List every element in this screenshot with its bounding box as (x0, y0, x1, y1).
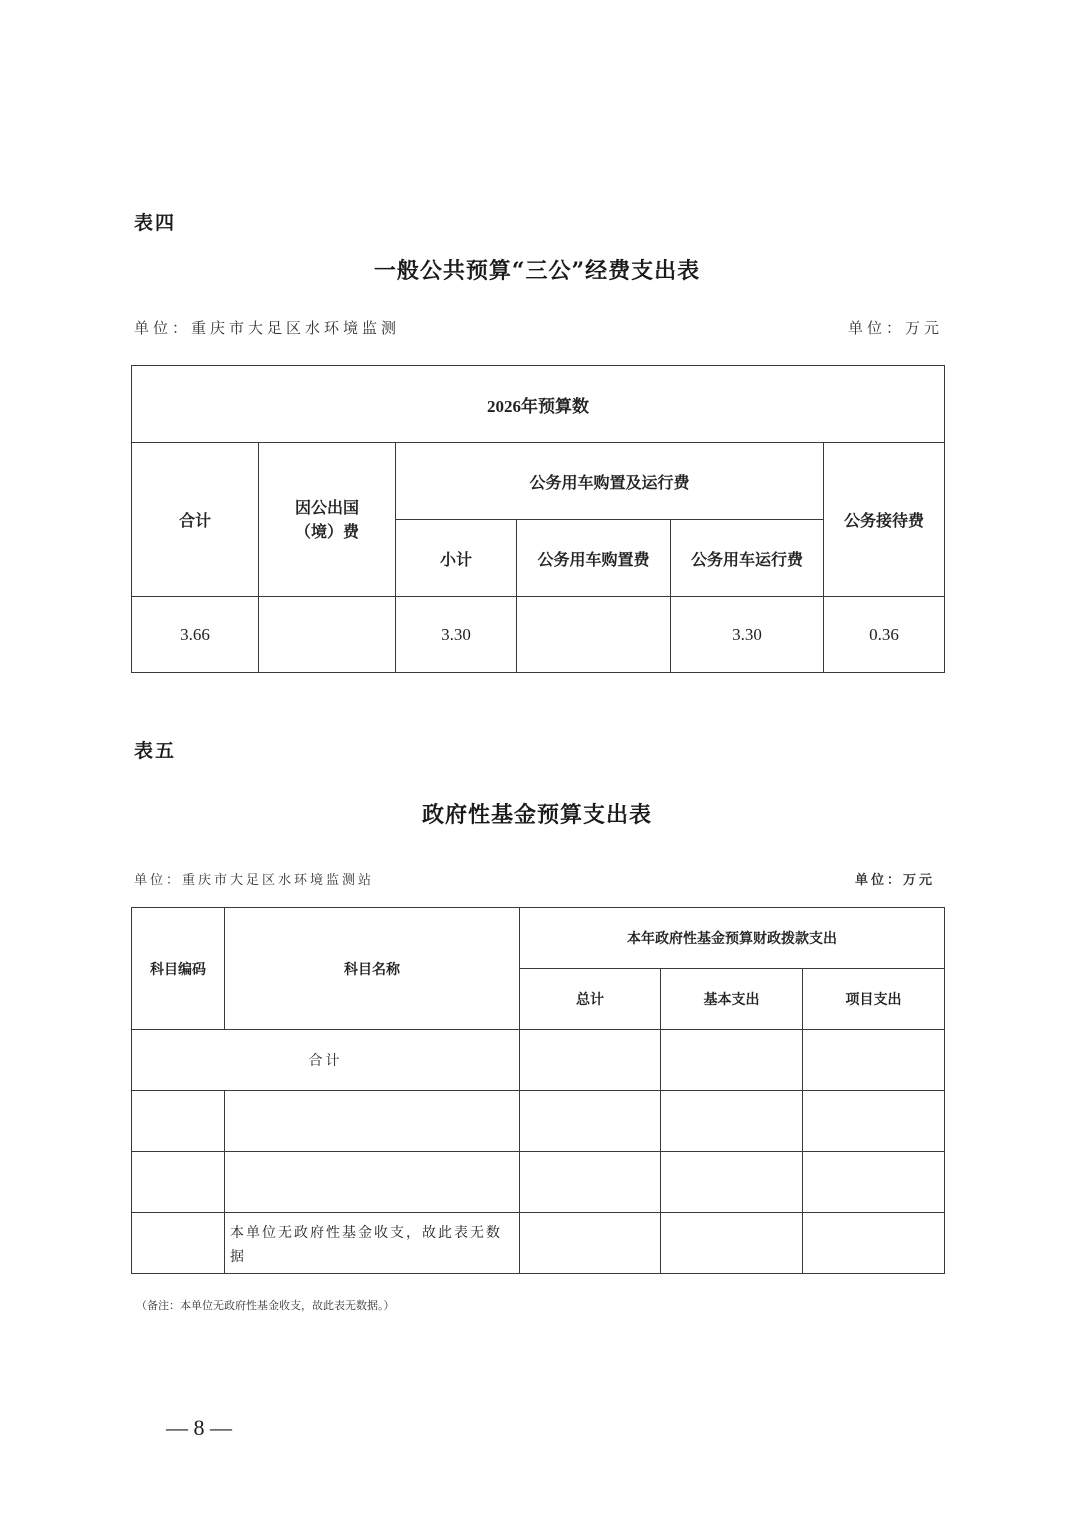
header-vehicle-running: 公务用车运行费 (671, 520, 824, 597)
cell-subtotal: 3.30 (396, 597, 517, 673)
table4-title: 一般公共预算“三公”经费支出表 (373, 258, 701, 284)
total-row-cell (520, 1030, 661, 1091)
cell-vehicle-purchase (517, 597, 671, 673)
table4 (131, 365, 945, 673)
table5-unit-left: 单位：重庆市大足区水环境监测站 (134, 873, 375, 888)
table-row (132, 1091, 945, 1152)
header-fund-group: 本年政府性基金预算财政拨款支出 (520, 908, 945, 969)
header-vehicle-group: 公务用车购置及运行费 (396, 443, 824, 520)
cell-total: 3.66 (132, 597, 259, 673)
cell-vehicle-running: 3.30 (671, 597, 824, 673)
table4-unit-right: 单位：万元 (848, 319, 944, 337)
table4-unit-left: 单位：重庆市大足区水环境监测 (134, 319, 401, 337)
page-number: — 8 — (166, 1415, 232, 1440)
total-row-cell (803, 1030, 945, 1091)
header-reception: 公务接待费 (824, 443, 945, 597)
header-abroad: 因公出国（境）费 (259, 443, 396, 597)
table5-total-row (132, 1030, 945, 1091)
table4-data-row (132, 597, 945, 673)
no-data-note: 本单位无政府性基金收支，故此表无数据 (225, 1213, 520, 1274)
header-fund-total: 总计 (520, 969, 661, 1030)
header-subtotal: 小计 (396, 520, 517, 597)
table5 (131, 907, 945, 1274)
table5-unit-right: 单位：万元 (855, 873, 936, 888)
header-basic: 基本支出 (661, 969, 803, 1030)
table-row (132, 1213, 945, 1274)
table4-label: 表四 (134, 212, 177, 234)
cell-reception: 0.36 (824, 597, 945, 673)
header-code: 科目编码 (132, 908, 225, 1030)
table5-footnote: （备注：本单位无政府性基金收支，故此表无数据。） (136, 1299, 395, 1312)
header-name: 科目名称 (225, 908, 520, 1030)
header-project: 项目支出 (803, 969, 945, 1030)
table5-label: 表五 (134, 740, 177, 762)
total-row-cell (661, 1030, 803, 1091)
header-total: 合计 (132, 443, 259, 597)
table-row (132, 1152, 945, 1213)
total-row-label: 合计 (132, 1030, 520, 1091)
header-vehicle-purchase: 公务用车购置费 (517, 520, 671, 597)
cell-abroad (259, 597, 396, 673)
table5-title: 政府性基金预算支出表 (421, 802, 652, 828)
year-header: 2026年预算数 (132, 366, 945, 443)
